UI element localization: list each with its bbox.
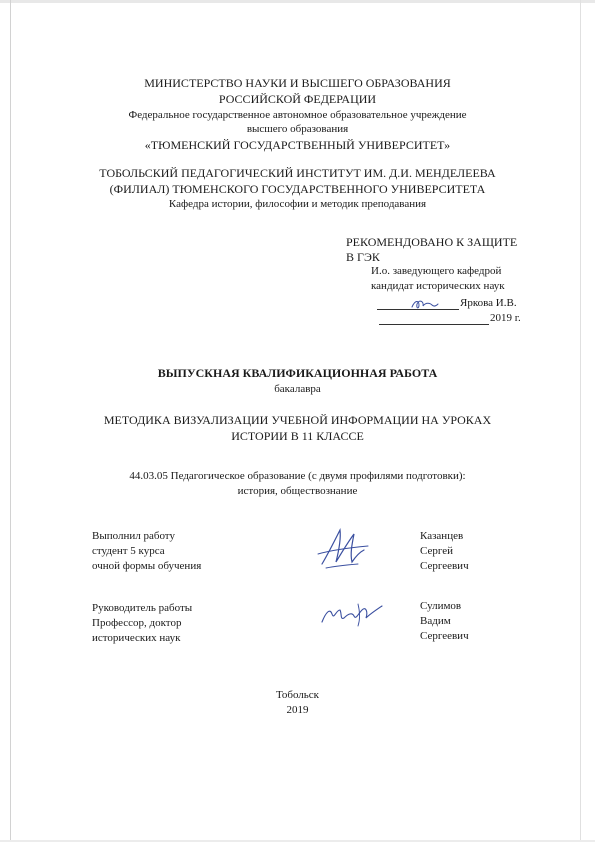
author-surname: Казанцев bbox=[420, 530, 464, 542]
thesis-title-line-1: МЕТОДИКА ВИЗУАЛИЗАЦИИ УЧЕБНОЙ ИНФОРМАЦИИ НА УРОКАХ bbox=[103, 413, 492, 427]
work-type: ВЫПУСКНАЯ КВАЛИФИКАЦИОННАЯ РАБОТА bbox=[157, 366, 438, 380]
author-label-line-2: студент 5 курса bbox=[92, 545, 165, 557]
approval-role-line-2: кандидат исторических наук bbox=[371, 280, 505, 292]
approval-name: Яркова И.В. bbox=[460, 297, 517, 309]
institution-type-line-1: Федеральное государственное автономное образовательное учреждение bbox=[128, 109, 467, 121]
supervisor-label-line-2: Профессор, доктор bbox=[92, 617, 182, 629]
institute-line-1: ТОБОЛЬСКИЙ ПЕДАГОГИЧЕСКИЙ ИНСТИТУТ ИМ. Д.И. МЕНДЕЛЕЕВА bbox=[99, 166, 496, 180]
author-patronymic: Сергеевич bbox=[420, 560, 469, 572]
institute-line-2: (ФИЛИАЛ) ТЮМЕНСКОГО ГОСУДАРСТВЕННОГО УНИВЕРСИТЕТА bbox=[109, 182, 486, 196]
approval-line-2: В ГЭК bbox=[346, 250, 380, 264]
thesis-title-line-2: ИСТОРИИ В 11 КЛАССЕ bbox=[231, 429, 364, 443]
author-label-line-3: очной формы обучения bbox=[92, 560, 202, 572]
supervisor-label-line-3: исторических наук bbox=[92, 632, 181, 644]
approval-signature bbox=[410, 296, 440, 312]
approval-date-line bbox=[379, 324, 489, 325]
supervisor-label-line-1: Руководитель работы bbox=[92, 602, 193, 614]
approval-line-1: РЕКОМЕНДОВАНО К ЗАЩИТЕ bbox=[346, 235, 518, 249]
approval-role-line-1: И.о. заведующего кафедрой bbox=[371, 265, 502, 277]
city: Тобольск bbox=[275, 689, 320, 701]
university-name: «ТЮМЕНСКИЙ ГОСУДАРСТВЕННЫЙ УНИВЕРСИТЕТ» bbox=[144, 138, 451, 152]
ministry-line-1: МИНИСТЕРСТВО НАУКИ И ВЫСШЕГО ОБРАЗОВАНИЯ bbox=[144, 76, 451, 90]
author-first-name: Сергей bbox=[420, 545, 453, 557]
institution-type-line-2: высшего образования bbox=[246, 123, 349, 135]
supervisor-patronymic: Сергеевич bbox=[420, 630, 469, 642]
author-signature bbox=[314, 524, 372, 572]
author-label-line-1: Выполнил работу bbox=[92, 530, 175, 542]
department-name: Кафедра истории, философии и методик преподавания bbox=[168, 198, 427, 210]
supervisor-surname: Сулимов bbox=[420, 600, 462, 612]
approval-date-year: 2019 г. bbox=[490, 312, 521, 324]
degree: бакалавра bbox=[274, 383, 321, 395]
ministry-line-2: РОССИЙСКОЙ ФЕДЕРАЦИИ bbox=[218, 92, 377, 106]
year: 2019 bbox=[286, 704, 309, 716]
scan-edge-top bbox=[0, 0, 595, 3]
supervisor-signature bbox=[318, 600, 386, 630]
specialty-line-2: история, обществознание bbox=[237, 485, 358, 497]
supervisor-first-name: Вадим bbox=[420, 615, 451, 627]
specialty-line-1: 44.03.05 Педагогическое образование (с двумя профилями подготовки): bbox=[129, 470, 466, 482]
